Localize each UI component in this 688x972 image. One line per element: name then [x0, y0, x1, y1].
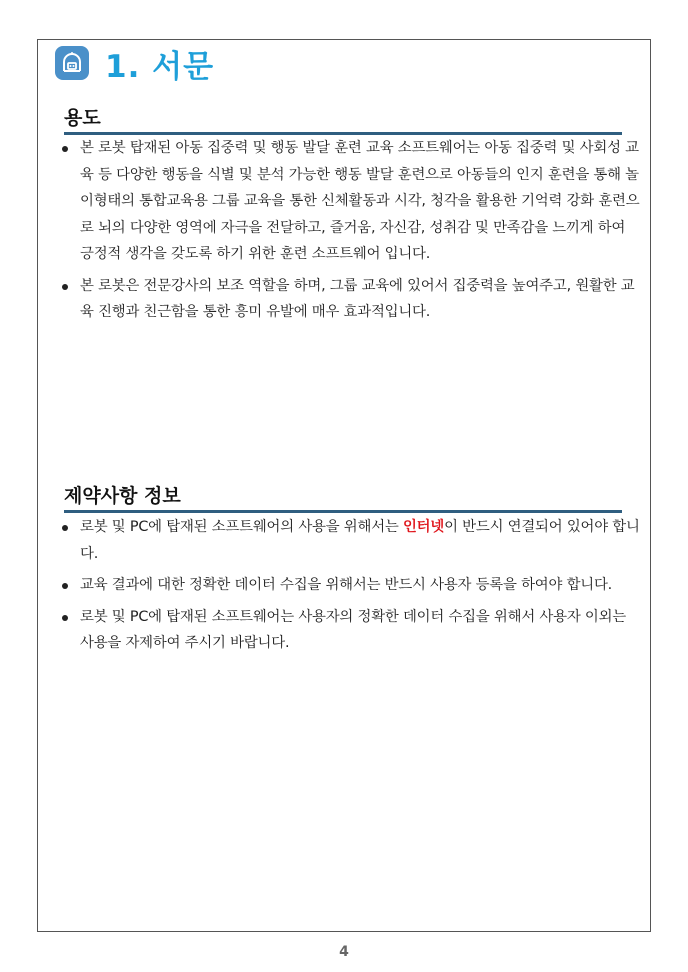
- robot-icon: [55, 46, 89, 80]
- restrictions-list: [60, 514, 640, 662]
- restrictions-heading: 제약사항 정보: [64, 484, 622, 513]
- list-item: 로봇 및 PC에 탑재된 소프트웨어는 사용자의 정확한 데이터 수집을 위해서 사용자 이외는 사용을 자제하여 주시기 바랍니다.: [60, 604, 640, 657]
- usage-list: [60, 135, 640, 331]
- page-title: 1. 서문: [105, 48, 215, 85]
- list-item: 본 로봇 탑재된 아동 집중력 및 행동 발달 훈련 교육 소프트웨어는 아동 집중력 및 사회성 교육 등 다양한 행동을 식별 및 분석 가능한 행동 발달 훈련으로 아동들의 인지 훈련을 통해 놀이형태의 통합교육용 그룹 교육을 통한 신체활동과 시각, 청각을 활용한 기억력 강화 훈련으로 뇌의 다양한 영역에 자극을 전달하고, 즐거움, 자신감, 성취감 및 만족감을 느끼게 하여 긍정적 생각을 갖도록 하기 위한 훈련 소프트웨어 입니다.: [60, 135, 640, 268]
- list-item: 본 로봇은 전문강사의 보조 역할을 하며, 그룹 교육에 있어서 집중력을 높여주고, 원활한 교육 진행과 친근함을 통한 흥미 유발에 매우 효과적입니다.: [60, 273, 640, 326]
- section-title: [55, 44, 215, 85]
- bullet-text: 이 반드시 연결되어 있어야 합니다.: [80, 519, 640, 562]
- internet-highlight: 인터넷: [402, 519, 445, 535]
- page-number: 4: [339, 944, 349, 960]
- bullet-text: 로봇 및 PC에 탑재된 소프트웨어의 사용을 위해서는: [80, 519, 403, 535]
- list-item: 교육 결과에 대한 정확한 데이터 수집을 위해서는 반드시 사용자 등록을 하여야 합니다.: [60, 572, 640, 599]
- usage-heading: 용도: [64, 106, 622, 135]
- list-item: [60, 514, 640, 567]
